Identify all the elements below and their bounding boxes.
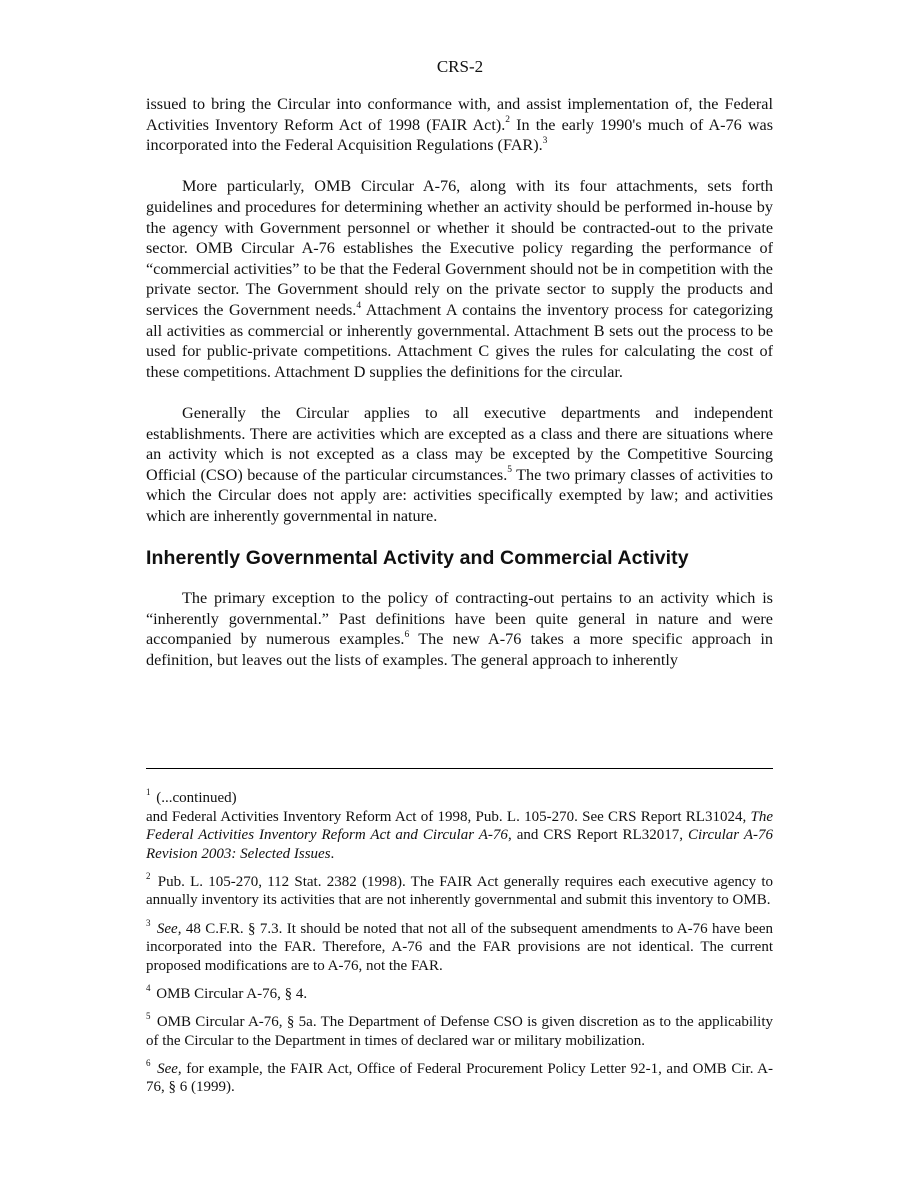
footnote-ref-2[interactable]: 2 [505, 115, 511, 126]
footnote-4: $^4$ OMB Circular A-76, § 4. [146, 982, 308, 1002]
page-number: CRS-2 [436, 57, 484, 76]
footnote-6: $^6$ See, for example, the FAIR Act, Office of Federal Procurement Policy Letter 92-1, and OMB Cir. A-76, § 6 (1999). [146, 1057, 773, 1096]
section-heading: Inherently Governmental Activity and Commercial Activity [146, 547, 689, 570]
paragraph-4: The primary exception to the policy of contracting-out pertains to an activity which is “inherently governmental.” Past definitions have been quite general in nature and were accompanied by numerous examples.$^6$ The new A-76 takes a more specific approach in definition, but leaves out the lists of examples. The general approach to inherently [146, 589, 773, 669]
paragraph-1: issued to bring the Circular into conformance with, and assist implementation of, the Federal Activities Inventory Reform Act of 1998 (FAIR Act).$^2$ In the early 1990's much of A-76 was incorporated into the Federal Acquisition Regulations (FAR).$^3$ [146, 95, 773, 155]
paragraph-2: More particularly, OMB Circular A-76, along with its four attachments, sets forth guidelines and procedures for determining whether an activity should be performed in-house by the agency with Government personnel or whether it should be contracted-out to the private sector. OMB Circular A-76 establishes the Executive policy regarding the performance of “commercial activities” to be that the Federal Government should not be in competition with the private sector. The Government should rely on the private sector to supply the products and services the Government needs.$^4$ Attachment A contains the inventory process for categorizing all activities as commercial or inherently governmental. Attachment B sets out the process to be used for public-private competitions. Attachment C gives the rules for calculating the cost of these competitions. Attachment D supplies the definitions for the circular. [146, 177, 774, 381]
footnote-divider [146, 768, 773, 769]
footnote-1: $^1$ (...continued) and Federal Activities Inventory Reform Act of 1998, Pub. L. 105-270. See CRS Report RL31024, The Federal Activities Inventory Reform Act and Circular A-76, and CRS Report RL32017, Circular A-76 Revision 2003: Selected Issues. [146, 787, 773, 862]
body-text [146, 94, 773, 670]
paragraph-3: Generally the Circular applies to all executive departments and independent establishments. There are activities which are excepted as a class and there are situations where an activity which is not excepted as a class may be excepted by the Competitive Sourcing Official (CSO) because of the particular circumstances.$^5$ The two primary classes of activities to which the Circular does not apply are: activities specifically exempted by law; and activities which are inherently governmental in nature. [146, 403, 774, 525]
footnotes [146, 789, 773, 1106]
footnote-ref-5[interactable]: 5 [507, 465, 512, 476]
footnote-ref-3[interactable]: 3 [542, 135, 548, 146]
footnote-5: $^5$ OMB Circular A-76, § 5a. The Department of Defense CSO is given discretion as to the applicability of the Circular to the Department in times of declared war or military mobilization. [146, 1010, 773, 1049]
footnote-ref-4[interactable]: 4 [356, 300, 362, 311]
footnote-3: $^3$ See, 48 C.F.R. § 7.3. It should be noted that not all of the subsequent amendments to A-76 have been incorporated into the FAR. Therefore, A-76 and the FAR provisions are not identical. The current proposed modifications are to A-76, not the FAR. [146, 917, 774, 974]
footnote-ref-6[interactable]: 6 [404, 629, 410, 640]
footnote-2: $^2$ Pub. L. 105-270, 112 Stat. 2382 (1998). The FAIR Act generally requires each executive agency to annually inventory its activities that are not inherently governmental and submit this inventory to OMB. [146, 870, 773, 909]
